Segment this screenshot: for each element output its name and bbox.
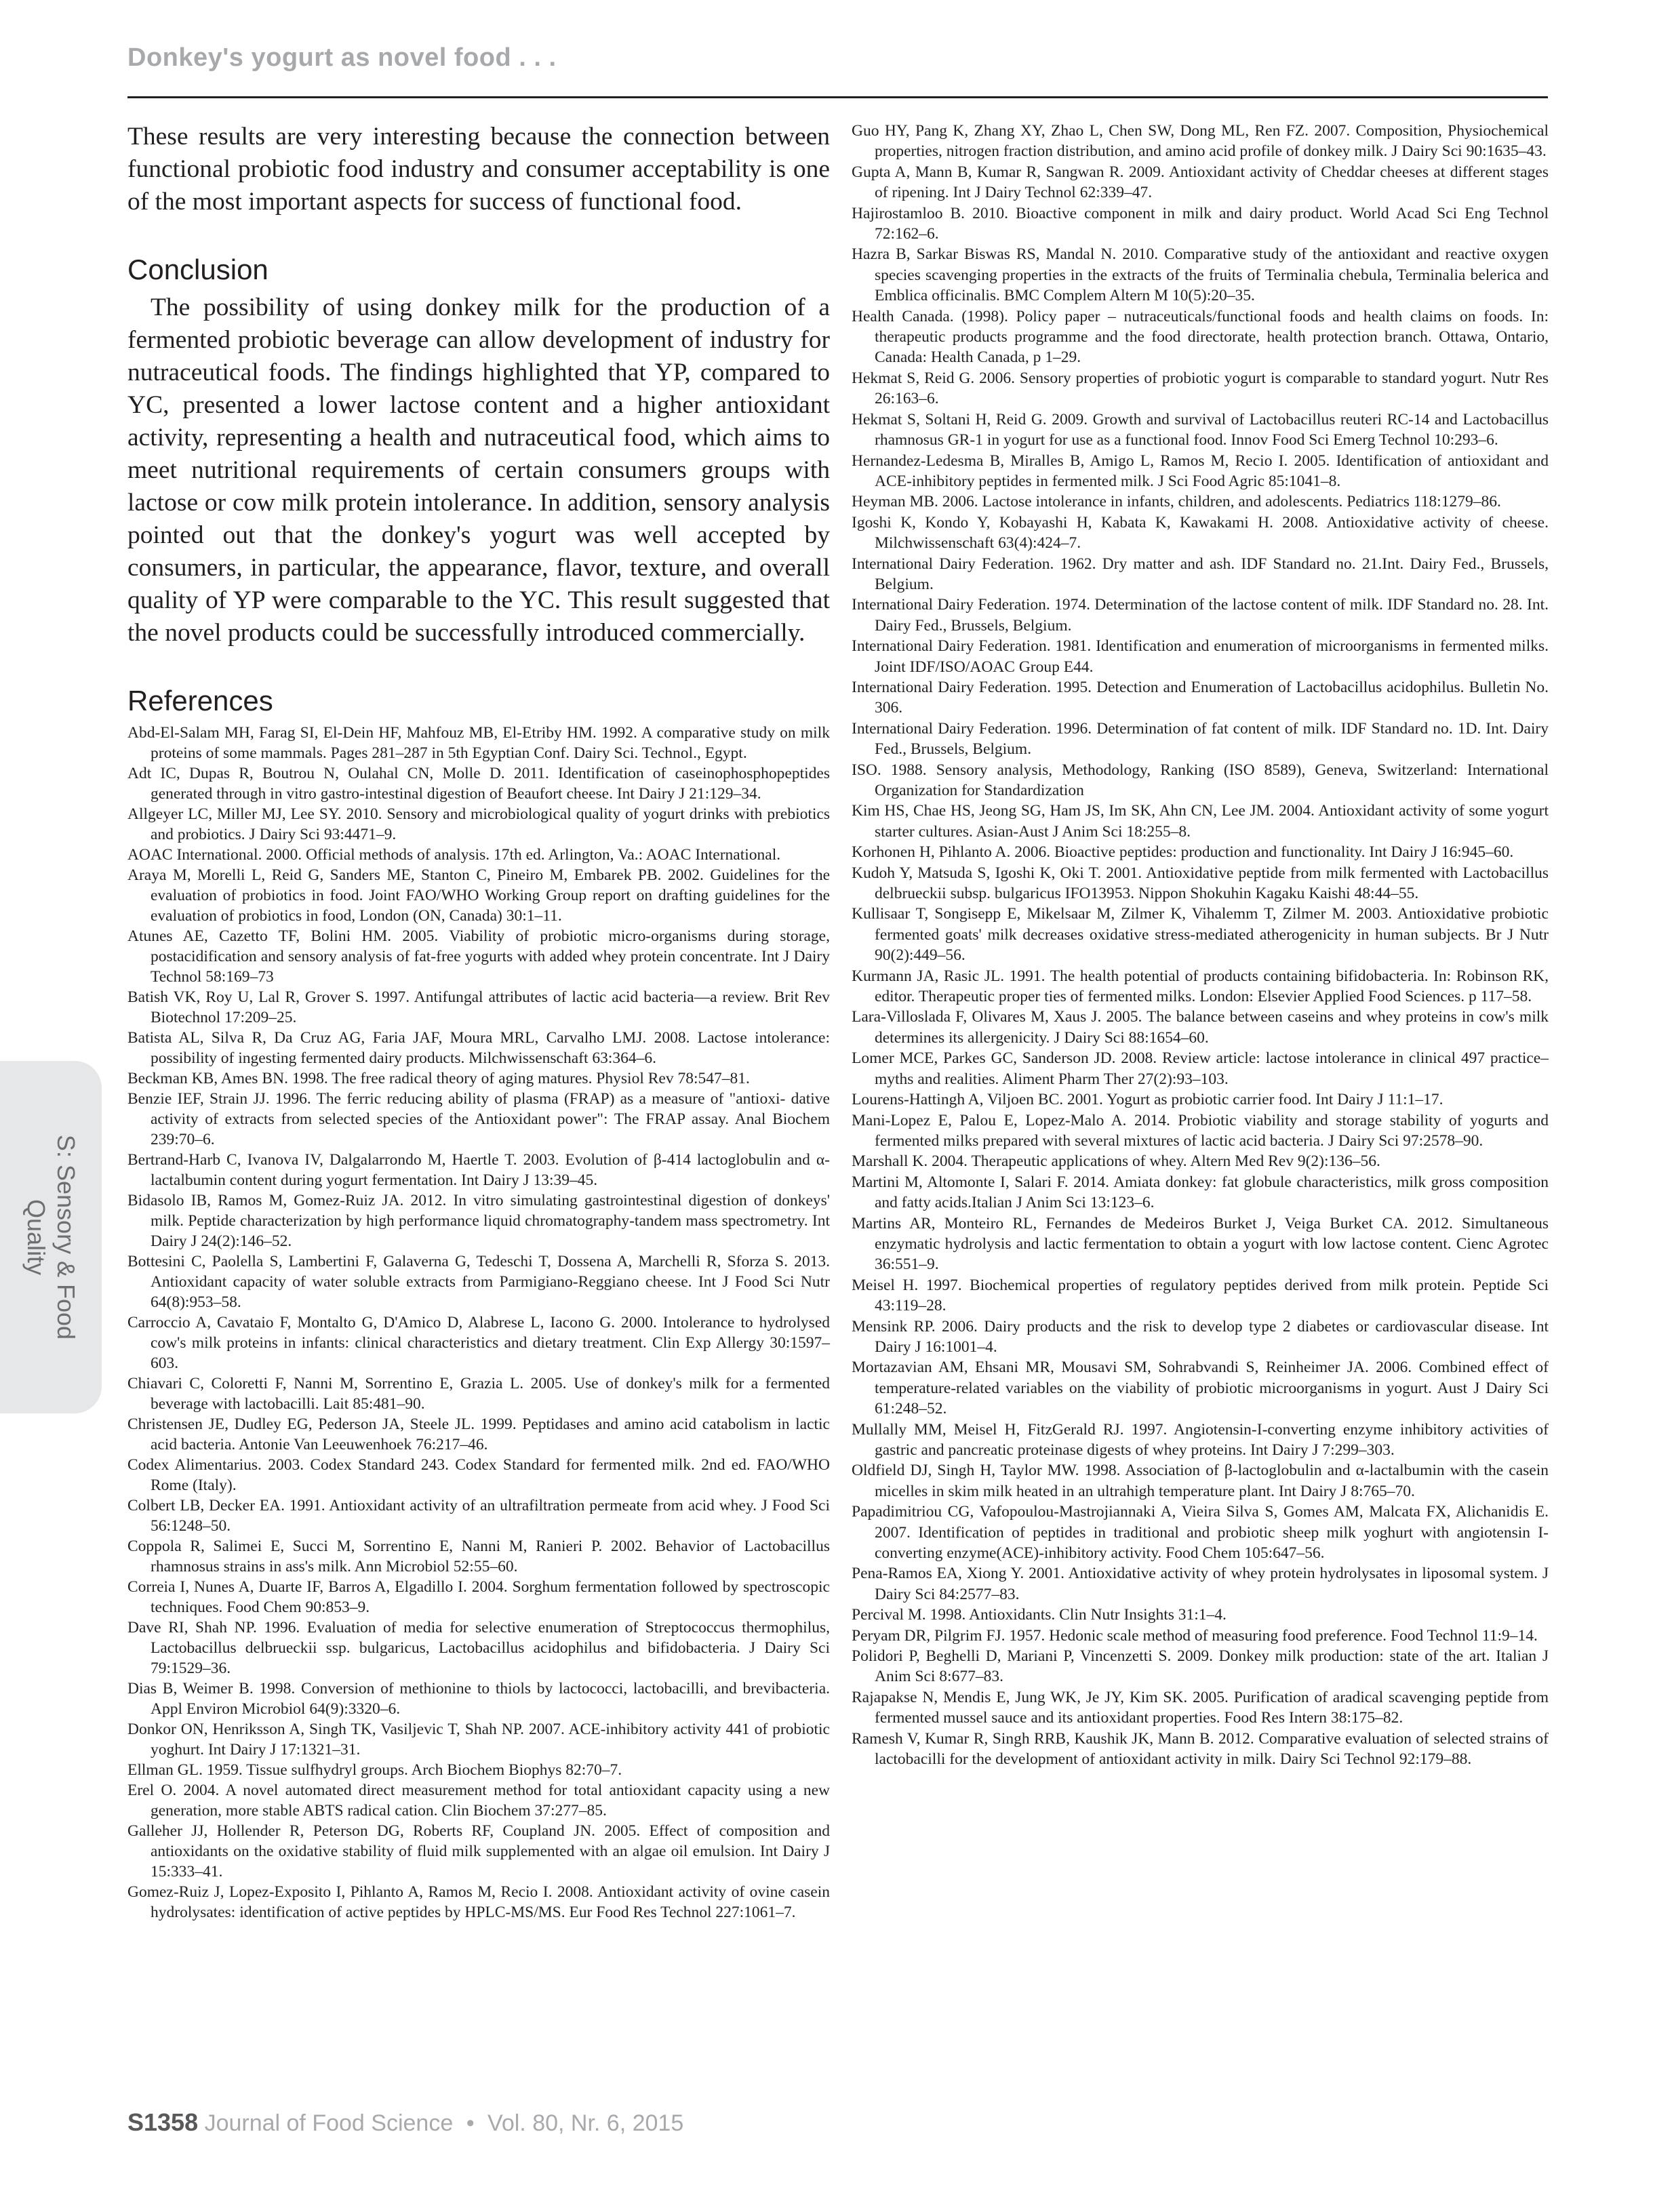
reference-item: Adt IC, Dupas R, Boutrou N, Oulahal CN, Molle D. 2011. Identification of caseinophosphopeptides generated through in vitro gastro-intestinal digestion of Beaufort cheese. Int Dairy J 21:129–34. — [127, 765, 830, 803]
reference-item: Coppola R, Salimei E, Succi M, Sorrentino E, Nanni M, Ranieri P. 2002. Behavior of Lactobacillus rhamnosus strains in ass's milk. Ann Microbiol 52:55–60. — [127, 1537, 830, 1575]
reference-item: Meisel H. 1997. Biochemical properties of regulatory peptides derived from milk protein. Peptide Sci 43:119–28. — [852, 1276, 1549, 1315]
reference-item: Galleher JJ, Hollender R, Peterson DG, Roberts RF, Coupland JN. 2005. Effect of composition and antioxidants on the oxidative stability of fluid milk supplemented with an algae oil emulsion. Int Dairy J 15:333–41. — [127, 1822, 830, 1881]
reference-item: Mortazavian AM, Ehsani MR, Mousavi SM, Sohrabvandi S, Reinheimer JA. 2006. Combined effect of temperature-related variables on the viability of probiotic microorganisms in yogurt. Aust J Dairy Sci 61:248–52. — [852, 1359, 1549, 1418]
reference-item: Atunes AE, Cazetto TF, Bolini HM. 2005. Viability of probiotic micro-organisms during storage, postacidification and sensory analysis of fat-free yogurts with added whey protein concentrate. Int J Dairy Technol 58:169–73 — [127, 927, 830, 986]
reference-item: Codex Alimentarius. 2003. Codex Standard 243. Codex Standard for fermented milk. 2nd ed. FAO/WHO Rome (Italy). — [127, 1456, 830, 1494]
reference-item: Mani-Lopez E, Palou E, Lopez-Malo A. 2014. Probiotic viability and storage stability of yogurts and fermented milks prepared with several mixtures of lactic acid bacteria. J Dairy Sci 97:2578–90. — [852, 1111, 1549, 1150]
reference-item: Dias B, Weimer B. 1998. Conversion of methionine to thiols by lactococci, lactobacilli, and brevibacteria. Appl Environ Microbiol 64(9):3320–6. — [127, 1680, 830, 1718]
references-list-right — [852, 121, 1549, 1770]
reference-item: Lourens-Hattingh A, Viljoen BC. 2001. Yogurt as probiotic carrier food. Int Dairy J 11:1–17. — [852, 1091, 1443, 1109]
reference-item: Batish VK, Roy U, Lal R, Grover S. 1997. Antifungal attributes of lactic acid bacteria—a review. Brit Rev Biotechnol 17:209–25. — [127, 988, 830, 1026]
right-column — [852, 121, 1549, 1770]
reference-item: Gupta A, Mann B, Kumar R, Sangwan R. 2009. Antioxidant activity of Cheddar cheeses at different stages of ripening. Int J Dairy Technol 62:339–47. — [852, 163, 1549, 202]
footer-separator: • — [466, 2110, 475, 2136]
reference-item: Hernandez-Ledesma B, Miralles B, Amigo L, Ramos M, Recio I. 2005. Identification of antioxidant and ACE-inhibitory peptides in fermented milk. J Sci Food Agric 85:1041–8. — [852, 451, 1549, 490]
reference-item: Percival M. 1998. Antioxidants. Clin Nutr Insights 31:1–4. — [852, 1606, 1227, 1624]
section-side-tab — [0, 1061, 102, 1413]
reference-item: Carroccio A, Cavataio F, Montalto G, D'Amico D, Alabrese L, Iacono G. 2000. Intolerance to hydrolysed cow's milk proteins in infants: clinical characteristics and dietary treatment. Clin Exp Allergy 30:1597–603. — [127, 1314, 830, 1372]
reference-item: Kullisaar T, Songisepp E, Mikelsaar M, Zilmer K, Vihalemm T, Zilmer M. 2003. Antioxidative probiotic fermented goats' milk decreases oxidative stress-mediated atherogenicity in human subjects. Br J Nutr 90(2):449–56. — [852, 905, 1549, 965]
reference-item: International Dairy Federation. 1995. Detection and Enumeration of Lactobacillus acidophilus. Bulletin No. 306. — [852, 678, 1549, 717]
reference-item: Korhonen H, Pihlanto A. 2006. Bioactive peptides: production and functionality. Int Dairy J 16:945–60. — [852, 843, 1514, 862]
reference-item: Polidori P, Beghelli D, Mariani P, Vincenzetti S. 2009. Donkey milk production: state of the art. Italian J Anim Sci 8:677–83. — [852, 1647, 1549, 1686]
page-number: S1358 — [127, 2108, 199, 2136]
reference-item: Benzie IEF, Strain JJ. 1996. The ferric reducing ability of plasma (FRAP) as a measure of "antioxi- dative activity of extracts from selected species of the Antioxidant power": The FRAP assay. Anal Biochem 239:70–6. — [127, 1090, 830, 1148]
reference-item: Ramesh V, Kumar R, Singh RRB, Kaushik JK, Mann B. 2012. Comparative evaluation of selected strains of lactobacilli for the development of antioxidant activity in milk. Dairy Sci Technol 92:179–88. — [852, 1729, 1549, 1769]
reference-item: International Dairy Federation. 1974. Determination of the lactose content of milk. IDF Standard no. 28. Int. Dairy Fed., Brussels, Belgium. — [852, 596, 1549, 635]
page-footer — [127, 2108, 683, 2137]
reference-item: Allgeyer LC, Miller MJ, Lee SY. 2010. Sensory and microbiological quality of yogurt drinks with prebiotics and probiotics. J Dairy Sci 93:4471–9. — [127, 805, 830, 843]
reference-item: Hazra B, Sarkar Biswas RS, Mandal N. 2010. Comparative study of the antioxidant and reactive oxygen species scavenging properties in the extracts of the fruits of Terminalia chebula, Terminalia belerica and Emblica officinalis. BMC Complem Altern M 10(5):20–35. — [852, 245, 1549, 305]
reference-item: Gomez-Ruiz J, Lopez-Exposito I, Pihlanto A, Ramos M, Recio I. 2008. Antioxidant activity of ovine casein hydrolysates: identification of active peptides by HPLC-MS/MS. Eur Food Res Technol 227:1061–7. — [127, 1883, 830, 1921]
reference-item: Oldfield DJ, Singh H, Taylor MW. 1998. Association of β-lactoglobulin and α-lactalbumin with the casein micelles in skim milk heated in an ultrahigh temperature plant. Int Dairy J 8:765–70. — [852, 1462, 1549, 1500]
side-tab-line1: S: Sensory & Food — [52, 1134, 80, 1340]
reference-item: Papadimitriou CG, Vafopoulou-Mastrojiannaki A, Vieira Silva S, Gomes AM, Malcata FX, Alichanidis E. 2007. Identification of peptides in traditional and probiotic sheep milk yoghurt with angiotensin I- converting enzyme(ACE)-inhibitory activity. Food Chem 105:647–56. — [852, 1503, 1549, 1563]
reference-item: Bottesini C, Paolella S, Lambertini F, Galaverna G, Tedeschi T, Dossena A, Marchelli R, Sforza S. 2013. Antioxidant capacity of water soluble extracts from Parmigiano-Reggiano cheese. Int J Food Sci Nutr 64(8):953–58. — [127, 1253, 830, 1311]
reference-item: Rajapakse N, Mendis E, Jung WK, Je JY, Kim SK. 2005. Purification of aradical scavenging peptide from fermented mussel sauce and its antioxidant properties. Food Res Intern 38:175–82. — [852, 1688, 1549, 1727]
reference-item: Hekmat S, Soltani H, Reid G. 2009. Growth and survival of Lactobacillus reuteri RC-14 and Lactobacillus rhamnosus GR-1 in yogurt for use as a functional food. Innov Food Sci Emerg Technol 10:293–6. — [852, 410, 1549, 449]
reference-item: Dave RI, Shah NP. 1996. Evaluation of media for selective enumeration of Streptococcus thermophilus, Lactobacillus delbrueckii ssp. bulgaricus, Lactobacillus acidophilus and bifidobacteria. J Dairy Sci 79:1529–36. — [127, 1619, 830, 1677]
reference-item: Ellman GL. 1959. Tissue sulfhydryl groups. Arch Biochem Biophys 82:70–7. — [127, 1761, 622, 1779]
references-heading: References — [127, 685, 273, 717]
reference-item: Marshall K. 2004. Therapeutic applications of whey. Altern Med Rev 9(2):136–56. — [852, 1152, 1380, 1171]
reference-item: Bidasolo IB, Ramos M, Gomez-Ruiz JA. 2012. In vitro simulating gastrointestinal digestion of donkeys' milk. Peptide characterization by high performance liquid chromatography-tandem mass spectrometry. Int Dairy J 24(2):146–52. — [127, 1192, 830, 1250]
reference-item: Pena-Ramos EA, Xiong Y. 2001. Antioxidative activity of whey protein hydrolysates in liposomal system. J Dairy Sci 84:2577–83. — [852, 1565, 1549, 1603]
reference-item: Christensen JE, Dudley EG, Pederson JA, Steele JL. 1999. Peptidases and amino acid catabolism in lactic acid bacteria. Antonie Van Leeuwenhoek 76:217–46. — [127, 1415, 830, 1453]
journal-volume: Vol. 80, Nr. 6, 2015 — [487, 2110, 684, 2136]
reference-item: Kudoh Y, Matsuda S, Igoshi K, Oki T. 2001. Antioxidative peptide from milk fermented with Lactobacillus delbrueckii subsp. bulgaricus IFO13953. Nippon Shokuhin Kagaku Kaishi 48:44–55. — [852, 864, 1549, 903]
reference-item: Martini M, Altomonte I, Salari F. 2014. Amiata donkey: fat globule characteristics, milk gross composition and fatty acids.Italian J Anim Sci 13:123–6. — [852, 1173, 1549, 1212]
header-rule — [127, 96, 1548, 98]
reference-item: Hajirostamloo B. 2010. Bioactive component in milk and dairy product. World Acad Sci Eng Technol 72:162–6. — [852, 204, 1549, 243]
reference-item: Mullally MM, Meisel H, FitzGerald RJ. 1997. Angiotensin-I-converting enzyme inhibitory activities of gastric and pancreatic proteinase digests of whey proteins. Int Dairy J 7:299–303. — [852, 1420, 1549, 1459]
reference-item: Chiavari C, Coloretti F, Nanni M, Sorrentino E, Grazia L. 2005. Use of donkey's milk for a fermented beverage with lactobacilli. Lait 85:481–90. — [127, 1375, 830, 1413]
reference-item: Kim HS, Chae HS, Jeong SG, Ham JS, Im SK, Ahn CN, Lee JM. 2004. Antioxidant activity of some yogurt starter cultures. Asian-Aust J Anim Sci 18:255–8. — [852, 802, 1549, 841]
reference-item: Hekmat S, Reid G. 2006. Sensory properties of probiotic yogurt is comparable to standard yogurt. Nutr Res 26:163–6. — [852, 369, 1549, 408]
reference-item: Peryam DR, Pilgrim FJ. 1957. Hedonic scale method of measuring food preference. Food Technol 11:9–14. — [852, 1626, 1538, 1645]
conclusion-paragraph: The possibility of using donkey milk for the production of a fermented probiotic beverage can allow development of industry for nutraceutical foods. The findings highlighted that YP, compared to YC, presented a lower lactose content and a higher antioxidant activity, representing a health and nutraceutical food, which aims to meet nutritional requirements of certain consumers groups with lactose or cow milk protein intolerance. In addition, sensory analysis pointed out that the donkey's yogurt was well accepted by consumers, in particular, the appearance, flavor, texture, and overall quality of YP were comparable to the YC. This result suggested that the novel products could be successfully introduced commercially. — [127, 294, 830, 647]
reference-item: Mensink RP. 2006. Dairy products and the risk to develop type 2 diabetes or cardiovascular disease. Int Dairy J 16:1001–4. — [852, 1317, 1549, 1356]
reference-item: International Dairy Federation. 1962. Dry matter and ash. IDF Standard no. 21.Int. Dairy Fed., Brussels, Belgium. — [852, 555, 1549, 593]
journal-name: Journal of Food Science — [204, 2110, 454, 2136]
reference-item: Araya M, Morelli L, Reid G, Sanders ME, Stanton C, Pineiro M, Embarek PB. 2002. Guidelines for the evaluation of probiotics in food. Joint FAO/WHO Working Group report on drafting guidelines for the evaluation of probiotics in food, London (ON, Canada) 30:1–11. — [127, 866, 830, 925]
reference-item: International Dairy Federation. 1981. Identification and enumeration of microorganisms in fermented milks. Joint IDF/ISO/AOAC Group E44. — [852, 637, 1549, 676]
reference-item: ISO. 1988. Sensory analysis, Methodology, Ranking (ISO 8589), Geneva, Switzerland: International Organization for Standardization — [852, 761, 1549, 799]
reference-item: Correia I, Nunes A, Duarte IF, Barros A, Elgadillo I. 2004. Sorghum fermentation followed by spectroscopic techniques. Food Chem 90:853–9. — [127, 1578, 830, 1616]
conclusion-heading: Conclusion — [127, 254, 268, 285]
reference-item: Martins AR, Monteiro RL, Fernandes de Medeiros Burket J, Veiga Burket CA. 2012. Simultaneous enzymatic hydrolysis and lactic fermentation to obtain a yogurt with low lactose content. Cienc Agrotec 36:551–9. — [852, 1214, 1549, 1274]
reference-item: Guo HY, Pang K, Zhang XY, Zhao L, Chen SW, Dong ML, Ren FZ. 2007. Composition, Physiochemical properties, nitrogen fraction distribution, and amino acid profile of donkey milk. J Dairy Sci 90:1635–43. — [852, 122, 1549, 161]
reference-item: Bertrand-Harb C, Ivanova IV, Dalgalarrondo M, Haertle T. 2003. Evolution of β-414 lactoglobulin and α-lactalbumin content during yogurt fermentation. Int Dairy J 13:39–45. — [127, 1151, 830, 1189]
reference-item: Heyman MB. 2006. Lactose intolerance in infants, children, and adolescents. Pediatrics 118:1279–86. — [852, 493, 1501, 511]
side-tab-line2: Quality — [22, 1199, 50, 1276]
reference-item: Donkor ON, Henriksson A, Singh TK, Vasiljevic T, Shah NP. 2007. ACE-inhibitory activity 441 of probiotic yoghurt. Int Dairy J 17:1321–31. — [127, 1721, 830, 1758]
reference-item: Abd-El-Salam MH, Farag SI, El-Dein HF, Mahfouz MB, El-Etriby HM. 1992. A comparative study on milk proteins of some mammals. Pages 281–287 in 5th Egyptian Conf. Dairy Sci. Technol., Egypt. — [127, 724, 830, 762]
references-list-left — [127, 723, 830, 1923]
reference-item: Erel O. 2004. A novel automated direct measurement method for total antioxidant capacity using a new generation, more stable ABTS radical cation. Clin Biochem 37:277–85. — [127, 1782, 830, 1819]
intro-paragraph: These results are very interesting because the connection between functional probiotic food industry and consumer acceptability is one of the most important aspects for success of functional food. — [127, 123, 830, 216]
reference-item: AOAC International. 2000. Official methods of analysis. 17th ed. Arlington, Va.: AOAC International. — [127, 846, 781, 864]
reference-item: Lomer MCE, Parkes GC, Sanderson JD. 2008. Review article: lactose intolerance in clinical 497 practice–myths and realities. Aliment Pharm Ther 27(2):93–103. — [852, 1049, 1549, 1088]
reference-item: Batista AL, Silva R, Da Cruz AG, Faria JAF, Moura MRL, Carvalho LMJ. 2008. Lactose intolerance: possibility of ingesting fermented dairy products. Milchwissenschaft 63:364–6. — [127, 1029, 830, 1067]
reference-item: International Dairy Federation. 1996. Determination of fat content of milk. IDF Standard no. 1D. Int. Dairy Fed., Brussels, Belgium. — [852, 719, 1549, 759]
reference-item: Beckman KB, Ames BN. 1998. The free radical theory of aging matures. Physiol Rev 78:547–81. — [127, 1070, 750, 1087]
reference-item: Colbert LB, Decker EA. 1991. Antioxidant activity of an ultrafiltration permeate from acid whey. J Food Sci 56:1248–50. — [127, 1497, 830, 1535]
reference-item: Igoshi K, Kondo Y, Kobayashi H, Kabata K, Kawakami H. 2008. Antioxidative activity of cheese. Milchwissenschaft 63(4):424–7. — [852, 513, 1549, 552]
reference-item: Kurmann JA, Rasic JL. 1991. The health potential of products containing bifidobacteria. In: Robinson RK, editor. Therapeutic proper ties of fermented milks. London: Elsevier Applied Food Sciences. p 117–58. — [852, 967, 1549, 1006]
reference-item: Lara-Villoslada F, Olivares M, Xaus J. 2005. The balance between caseins and whey proteins in cow's milk determines its allergenicity. J Dairy Sci 88:1654–60. — [852, 1008, 1549, 1047]
running-head: Donkey's yogurt as novel food . . . — [127, 43, 557, 72]
left-column — [127, 121, 830, 1923]
reference-item: Health Canada. (1998). Policy paper – nutraceuticals/functional foods and health claims on foods. In: therapeutic products programme and the food directorate, health protection branch. Ottawa, Ontario, Canada: Health Canada, p 1–29. — [852, 307, 1549, 367]
